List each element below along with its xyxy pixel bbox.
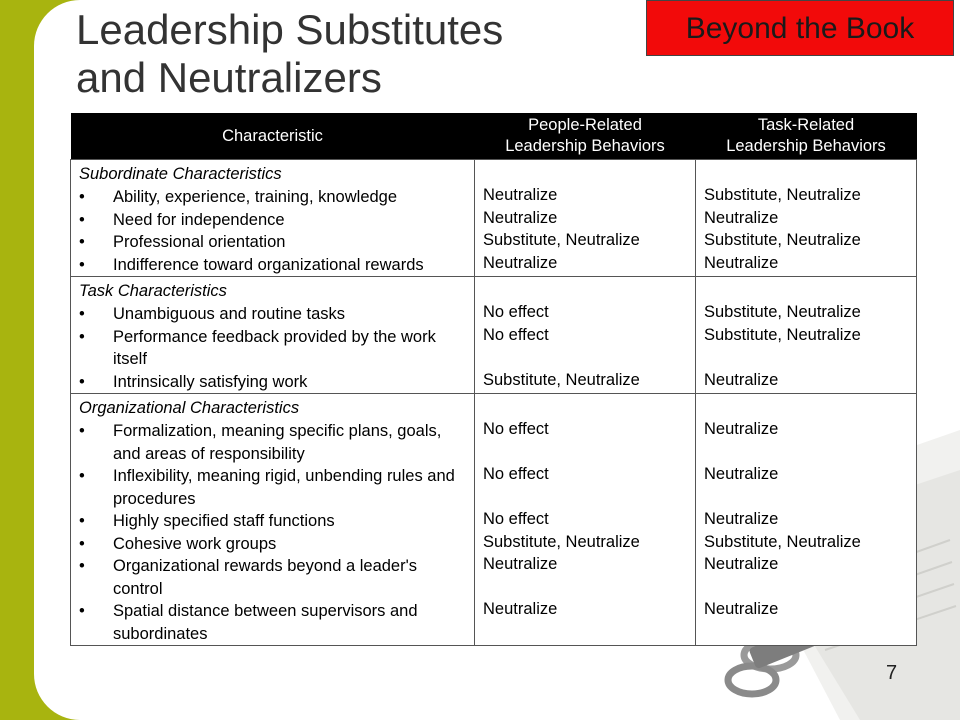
people-value: Neutralize (483, 253, 558, 272)
task-value-spacer (704, 346, 908, 369)
people-value: No effect (483, 303, 549, 321)
characteristic-list (79, 303, 466, 393)
list-item: • Formalization, meaning specific plans, goals, and areas of responsibility (79, 420, 466, 465)
list-item: • Indifference toward organizational rewards (79, 254, 466, 277)
list-item: • Highly specified staff functions (79, 510, 466, 533)
task-value: Neutralize (704, 465, 779, 483)
table-row (71, 394, 917, 646)
people-value-spacer (483, 576, 687, 599)
page-number: 7 (886, 662, 898, 684)
task-value: Neutralize (704, 370, 779, 389)
table-header-row (71, 113, 917, 160)
task-value: Neutralize (704, 420, 779, 438)
people-value: Neutralize (483, 600, 558, 618)
slide-title (76, 6, 503, 102)
task-value-spacer (704, 486, 908, 509)
beyond-the-book-badge: Beyond the Book (646, 0, 954, 56)
people-value: No effect (483, 325, 549, 344)
people-value: Substitute, Neutralize (483, 370, 640, 389)
slide-title-line-1: Leadership Substitutes (76, 6, 504, 53)
list-item: • Ability, experience, training, knowledge (79, 186, 466, 209)
list-item: • Performance feedback provided by the work itself (79, 326, 466, 371)
people-value: Neutralize (483, 186, 558, 204)
people-value: No effect (483, 465, 549, 483)
task-value: Substitute, Neutralize (704, 325, 861, 344)
task-value: Substitute, Neutralize (704, 231, 861, 249)
people-value-spacer (483, 346, 687, 369)
task-value: Neutralize (704, 510, 779, 528)
header-people-line-2: Leadership Behaviors (505, 137, 665, 155)
people-value: No effect (483, 510, 549, 528)
task-related-cell (696, 160, 917, 277)
table-row (71, 277, 917, 394)
task-value: Neutralize (704, 253, 779, 272)
task-value-spacer (704, 441, 908, 464)
list-item: • Professional orientation (79, 231, 466, 254)
section-title: Subordinate Characteristics (79, 165, 282, 183)
list-item: • Inflexibility, meaning rigid, unbending rules and procedures (79, 465, 466, 510)
people-related-cell (475, 160, 696, 277)
list-item: • Spatial distance between supervisors and subordinates (79, 600, 466, 645)
header-task-related (696, 113, 917, 160)
header-characteristic-label: Characteristic (222, 126, 323, 145)
header-task-line-2: Leadership Behaviors (726, 137, 886, 155)
people-value: No effect (483, 420, 549, 438)
task-value: Neutralize (704, 208, 779, 227)
people-value-spacer (483, 441, 687, 464)
people-related-cell (475, 394, 696, 646)
task-value: Substitute, Neutralize (704, 303, 861, 321)
list-item: • Unambiguous and routine tasks (79, 303, 466, 326)
people-value: Substitute, Neutralize (483, 532, 640, 551)
characteristic-list (79, 420, 466, 645)
characteristic-cell (71, 394, 475, 646)
task-value: Neutralize (704, 600, 779, 618)
header-people-related (475, 113, 696, 160)
task-value: Substitute, Neutralize (704, 186, 861, 204)
characteristic-list (79, 186, 466, 276)
substitutes-table (70, 113, 917, 646)
section-title: Task Characteristics (79, 282, 227, 300)
task-value: Substitute, Neutralize (704, 532, 861, 551)
header-people-line-1: People-Related (528, 116, 642, 134)
task-related-cell (696, 394, 917, 646)
people-value: Neutralize (483, 208, 558, 227)
people-related-cell (475, 277, 696, 394)
characteristic-cell (71, 277, 475, 394)
table-row (71, 160, 917, 277)
list-item: • Organizational rewards beyond a leader's control (79, 555, 466, 600)
task-value-spacer (704, 576, 908, 599)
slide-title-line-2: and Neutralizers (76, 54, 382, 101)
task-value: Neutralize (704, 555, 779, 573)
people-value-spacer (483, 486, 687, 509)
characteristic-cell (71, 160, 475, 277)
header-task-line-1: Task-Related (757, 116, 855, 134)
task-related-cell (696, 277, 917, 394)
people-value: Substitute, Neutralize (483, 231, 640, 249)
list-item: • Intrinsically satisfying work (79, 371, 466, 394)
list-item: • Cohesive work groups (79, 533, 466, 556)
people-value: Neutralize (483, 555, 558, 573)
header-characteristic (71, 113, 475, 160)
list-item: • Need for independence (79, 209, 466, 232)
section-title: Organizational Characteristics (79, 399, 300, 417)
